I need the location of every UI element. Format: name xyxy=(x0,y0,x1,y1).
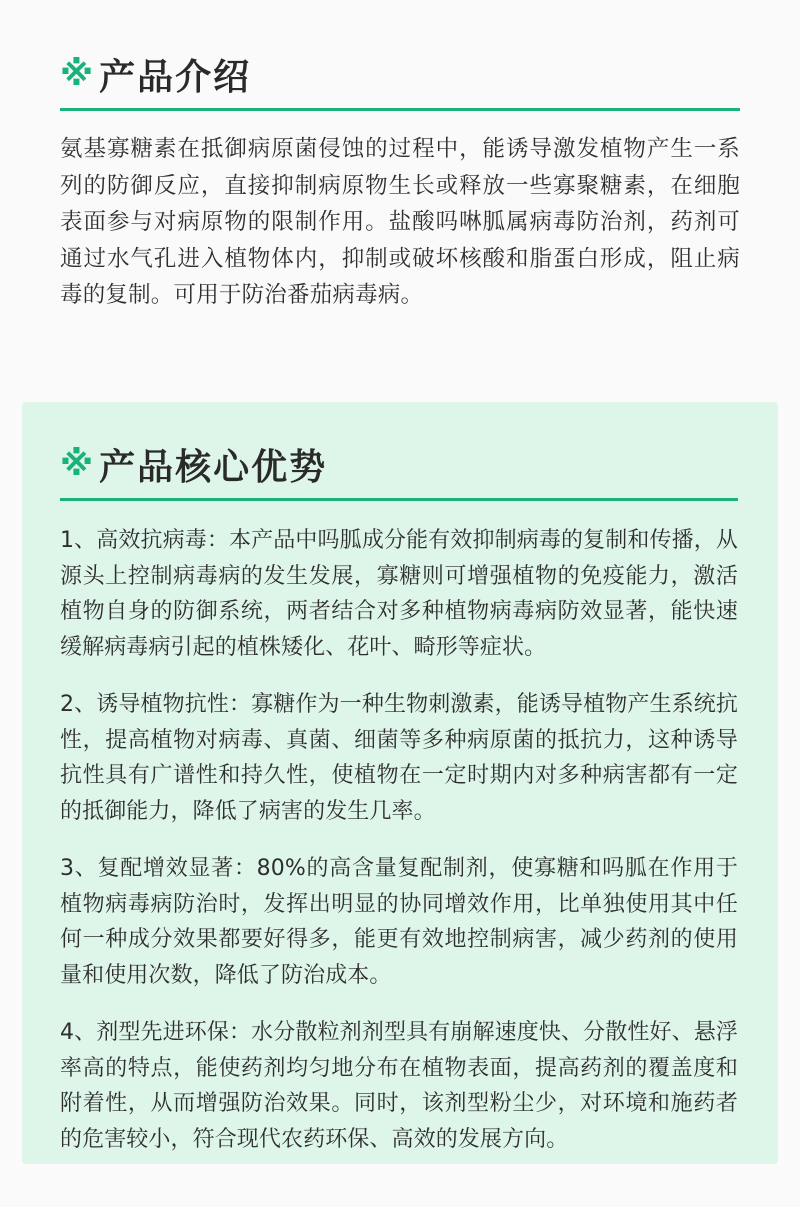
core-advantages-card xyxy=(22,402,778,1164)
advantage-item-synergy: 3、复配增效显著：80%的高含量复配制剂，使寡糖和吗胍在作用于植物病毒病防治时，发挥出明显的协同增效作用，比单独使用其中任何一种成分效果都要好得多，能更有效地控制病害，减少药剂的使用量和使用次数，降低了防治成本。 xyxy=(60,856,738,988)
advantage-item-antiviral: 1、高效抗病毒：本产品中吗胍成分能有效抑制病毒的复制和传播，从源头上控制病毒病的发生发展，寡糖则可增强植物的免疫能力，激活植物自身的防御系统，两者结合对多种植物病毒病防效显著，能快速缓解病毒病引起的植株矮化、花叶、畸形等症状。 xyxy=(60,528,738,660)
title-divider xyxy=(60,108,740,111)
title-divider xyxy=(60,498,738,501)
reference-mark-icon: ※ xyxy=(60,54,96,94)
product-intro-body: 氨基寡糖素在抵御病原菌侵蚀的过程中，能诱导激发植物产生一系列的防御反应，直接抑制病原物生长或释放一些寡聚糖素，在细胞表面参与对病原物的限制作用。盐酸吗啉胍属病毒防治剂，药剂可通过水气孔进入植物体内，抑制或破坏核酸和脂蛋白形成，阻止病毒的复制。可用于防治番茄病毒病。 xyxy=(60,136,740,308)
core-advantages-title: 产品核心优势 xyxy=(99,446,328,488)
product-intro-section xyxy=(60,42,740,314)
advantage-item-formulation: 4、剂型先进环保：水分散粒剂剂型具有崩解速度快、分散性好、悬浮率高的特点，能使药剂均匀地分布在植物表面，提高药剂的覆盖度和附着性，从而增强防治效果。同时，该剂型粉尘少，对环境和施药者的危害较小，符合现代农药环保、高效的发展方向。 xyxy=(60,1020,738,1152)
core-advantages-heading xyxy=(60,432,738,496)
product-intro-title: 产品介绍 xyxy=(99,56,252,98)
advantages-list xyxy=(60,523,738,1157)
product-intro-heading xyxy=(60,42,740,106)
advantage-item-induced-resistance: 2、诱导植物抗性：寡糖作为一种生物刺激素，能诱导植物产生系统抗性，提高植物对病毒、真菌、细菌等多种病原菌的抵抗力，这种诱导抗性具有广谱性和持久性，使植物在一定时期内对多种病害都有一定的抵御能力，降低了病害的发生几率。 xyxy=(60,692,738,824)
reference-mark-icon: ※ xyxy=(60,444,96,484)
